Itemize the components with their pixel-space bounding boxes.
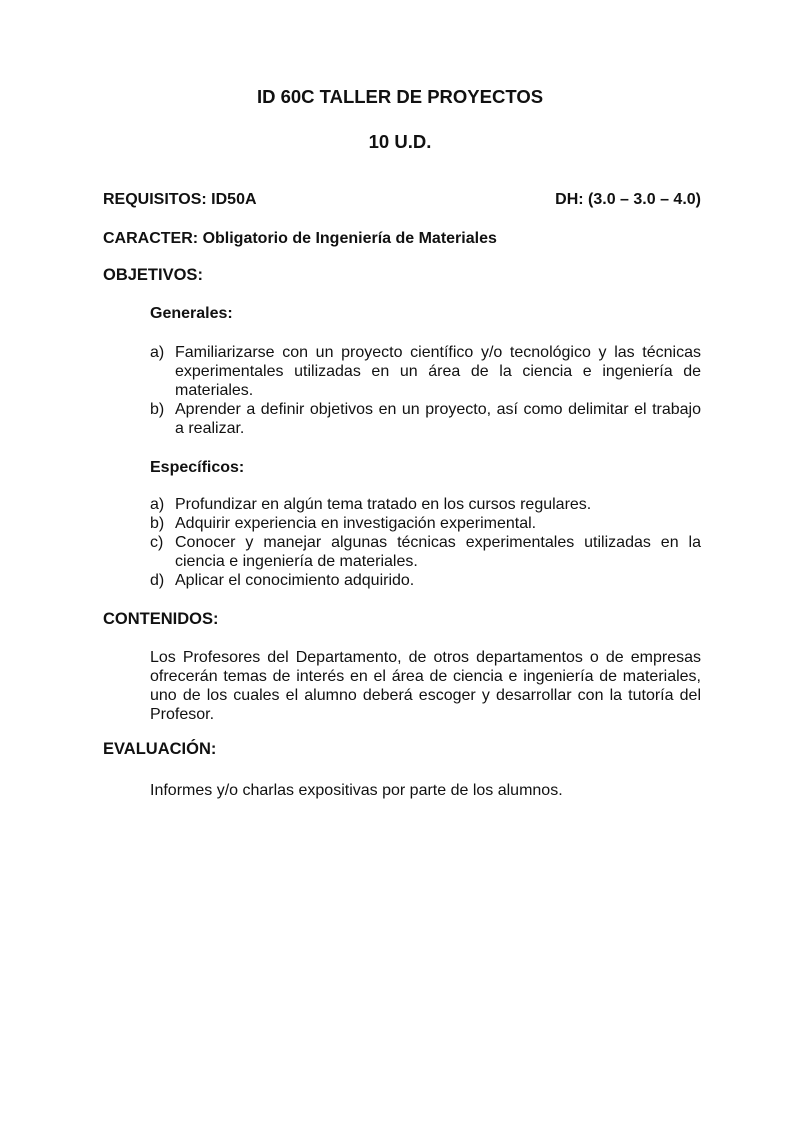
caracter-value: Obligatorio de Ingeniería de Materiales bbox=[202, 230, 497, 247]
list-item-text: Adquirir experiencia en investigación experimental. bbox=[175, 515, 537, 532]
list-marker: b) bbox=[150, 401, 165, 418]
list-item bbox=[150, 571, 701, 590]
generales-heading: Generales: bbox=[150, 305, 233, 322]
list-item-text: Aprender a definir objetivos en un proyecto, así como delimitar el trabajo a realizar. bbox=[175, 401, 701, 437]
dh-text: DH: (3.0 – 3.0 – 4.0) bbox=[555, 191, 701, 208]
requirements-row bbox=[103, 191, 701, 209]
list-marker: a) bbox=[150, 496, 165, 513]
list-item bbox=[150, 343, 701, 400]
contenidos-paragraph: Los Profesores del Departamento, de otros departamentos o de empresas ofrecerán temas de interés en el área de ciencia e ingeniería de materiales, uno de los cuales el alumno deberá escoger y desarrollar con la tutoría del Profesor. bbox=[150, 649, 701, 723]
course-units: 10 U.D. bbox=[368, 131, 432, 152]
evaluacion-heading: EVALUACIÓN: bbox=[103, 740, 217, 758]
especificos-list bbox=[150, 495, 701, 590]
generales-list bbox=[150, 343, 701, 438]
list-marker: d) bbox=[150, 572, 165, 589]
requirements-text: REQUISITOS: ID50A bbox=[103, 191, 257, 208]
objetivos-heading: OBJETIVOS: bbox=[103, 266, 203, 284]
list-marker: b) bbox=[150, 515, 165, 532]
list-item-text: Conocer y manejar algunas técnicas experimentales utilizadas en la ciencia e ingeniería de materiales. bbox=[175, 534, 701, 570]
list-item-text: Familiarizarse con un proyecto científico y/o tecnológico y las técnicas experimentales utilizadas en un área de la ciencia e ingeniería de materiales. bbox=[175, 344, 701, 399]
list-item-text: Profundizar en algún tema tratado en los cursos regulares. bbox=[175, 496, 592, 513]
list-marker: a) bbox=[150, 344, 165, 361]
evaluacion-paragraph: Informes y/o charlas expositivas por parte de los alumnos. bbox=[150, 782, 563, 799]
list-item bbox=[150, 495, 701, 514]
list-item-text: Aplicar el conocimiento adquirido. bbox=[175, 572, 415, 589]
list-marker: c) bbox=[150, 534, 164, 551]
contenidos-heading: CONTENIDOS: bbox=[103, 610, 219, 628]
course-title: ID 60C TALLER DE PROYECTOS bbox=[256, 86, 544, 107]
caracter-row bbox=[103, 230, 701, 248]
list-item bbox=[150, 400, 701, 438]
especificos-heading: Específicos: bbox=[150, 459, 245, 476]
caracter-label: CARACTER: bbox=[103, 230, 199, 247]
list-item bbox=[150, 514, 701, 533]
list-item bbox=[150, 533, 701, 571]
